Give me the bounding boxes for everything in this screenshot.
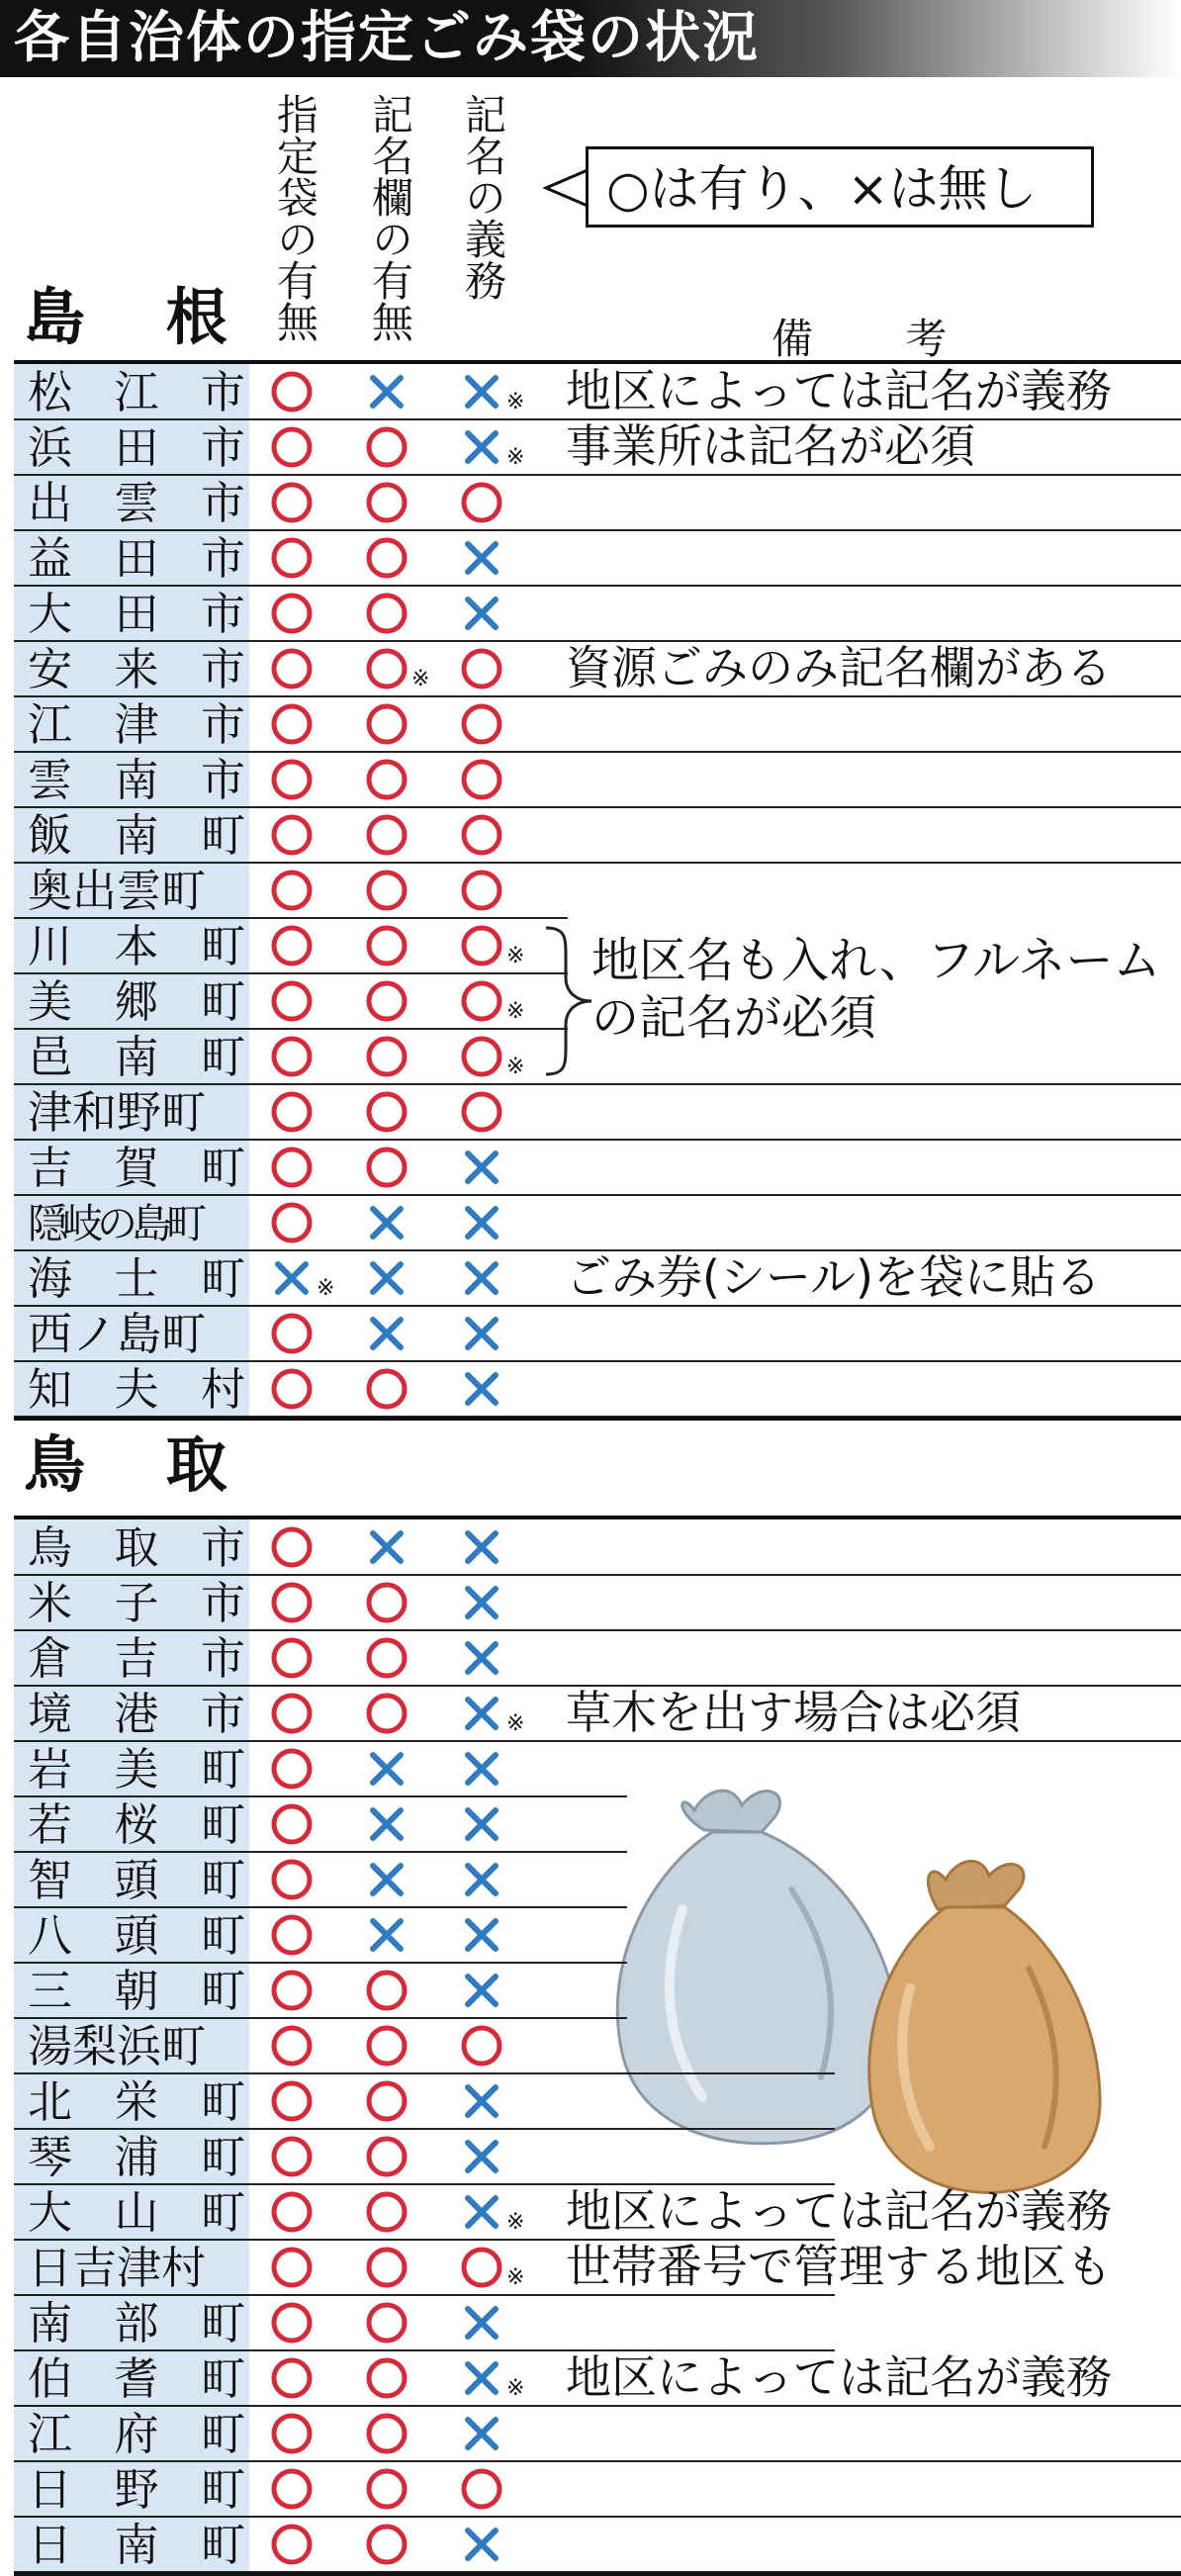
red-circle-icon: [267, 2243, 317, 2292]
red-circle-icon: [267, 921, 317, 970]
red-circle-icon: [362, 478, 411, 527]
blue-cross-icon: [362, 1910, 411, 1960]
blue-cross-icon: [457, 2520, 506, 2569]
table-row: [14, 2350, 1181, 2406]
blue-cross-icon: [457, 1744, 506, 1794]
note-marker: ※: [506, 999, 525, 1024]
red-circle-icon: [457, 644, 506, 693]
column-header-name-duty: 記名の義務: [459, 93, 507, 301]
note-marker: ※: [506, 445, 525, 470]
blue-cross-icon: [457, 2409, 506, 2458]
municipality-name: 出 雲 市: [28, 477, 245, 529]
municipality-name: 津和野町: [28, 1086, 207, 1139]
table-row: [14, 1575, 1181, 1630]
blue-cross-icon: [457, 533, 506, 583]
section-heading: 鳥 取: [24, 1428, 257, 1501]
red-circle-icon: [362, 2464, 411, 2514]
red-circle-icon: [362, 1032, 411, 1081]
blue-cross-icon: [457, 1689, 506, 1738]
red-circle-icon: [457, 976, 506, 1026]
red-circle-icon: [362, 1633, 411, 1683]
red-circle-icon: [457, 2243, 506, 2292]
notes-column-header: 備 考: [772, 315, 987, 363]
red-circle-icon: [267, 1966, 317, 2015]
table-row: [14, 1361, 1181, 1417]
red-circle-icon: [267, 589, 317, 638]
red-circle-icon: [362, 1364, 411, 1414]
red-circle-icon: [362, 2298, 411, 2347]
red-circle-icon: [457, 1087, 506, 1137]
table-row: [14, 1140, 1181, 1195]
table-row: [14, 2461, 1181, 2517]
blue-cross-icon: [362, 1198, 411, 1247]
municipality-name: 浜 田 市: [28, 421, 245, 474]
table-row: [14, 419, 1181, 475]
blue-cross-icon: [457, 2298, 506, 2347]
red-circle-icon: [362, 2187, 411, 2237]
red-circle-icon: [362, 921, 411, 970]
municipality-name: 八 頭 町: [28, 1909, 245, 1962]
red-circle-icon: [362, 976, 411, 1026]
blue-cross-icon: [362, 1799, 411, 1849]
red-circle-icon: [267, 367, 317, 416]
blue-cross-icon: [457, 589, 506, 638]
blue-cross-icon: [457, 2076, 506, 2126]
table-row: [14, 807, 1181, 863]
municipality-name: 隠岐の島町: [28, 1200, 201, 1247]
blue-cross-icon: [457, 1143, 506, 1192]
red-circle-icon: [362, 699, 411, 749]
red-circle-icon: [267, 1633, 317, 1683]
municipality-name: 米 子 市: [28, 1577, 245, 1629]
municipality-name: 大 田 市: [28, 588, 245, 640]
blue-cross-icon: [457, 2132, 506, 2181]
table-row: [14, 2406, 1181, 2461]
blue-cross-icon: [457, 1309, 506, 1358]
blue-cross-icon: [457, 2187, 506, 2237]
municipality-name: 琴 浦 町: [28, 2131, 245, 2183]
blue-cross-icon: [457, 1966, 506, 2015]
chart-title: 各自治体の指定ごみ袋の状況: [14, 6, 760, 70]
table-row: [14, 2184, 1181, 2240]
red-circle-icon: [457, 921, 506, 970]
blue-cross-icon: [457, 1855, 506, 1904]
municipality-name: 境 港 市: [28, 1688, 245, 1740]
red-circle-icon: [362, 589, 411, 638]
table-row: [14, 2073, 1181, 2129]
red-circle-icon: [267, 2132, 317, 2181]
table-row: [14, 1630, 1181, 1686]
legend: [586, 146, 1094, 228]
blue-cross-icon: [362, 1522, 411, 1572]
remark-text: 地区によっては記名が義務: [566, 2184, 1112, 2238]
table-row: [14, 1686, 1181, 1741]
title-bar: [0, 0, 1181, 77]
red-circle-icon: [267, 1744, 317, 1794]
table-row: [14, 1519, 1181, 1575]
group-remark-text: 地区名も入れ、フルネーム: [591, 933, 1161, 988]
table-row: [14, 1796, 1181, 1852]
table-row: [14, 2129, 1181, 2184]
municipality-name: 日吉津村: [28, 2242, 207, 2294]
note-marker: ※: [506, 2265, 525, 2290]
municipality-name: 吉 賀 町: [28, 1142, 245, 1194]
blue-cross-icon: [457, 1578, 506, 1627]
note-marker: ※: [317, 1276, 335, 1301]
note-marker: ※: [506, 2210, 525, 2235]
table-row: [14, 696, 1181, 752]
red-circle-icon: [267, 2298, 317, 2347]
note-marker: ※: [506, 2376, 525, 2401]
legend-text: ○は有り、×は無し: [606, 160, 1038, 218]
note-marker: ※: [506, 1055, 525, 1079]
blue-cross-icon: [457, 367, 506, 416]
municipality-name: 南 部 町: [28, 2297, 245, 2349]
municipality-name: 江 府 町: [28, 2408, 245, 2460]
table-row: [14, 1306, 1181, 1361]
blue-cross-icon: [362, 1744, 411, 1794]
red-circle-icon: [362, 2520, 411, 2569]
red-circle-icon: [457, 2464, 506, 2514]
red-circle-icon: [457, 755, 506, 804]
blue-cross-icon: [457, 422, 506, 472]
municipality-name: 三 朝 町: [28, 1965, 245, 2017]
municipality-name: 鳥 取 市: [28, 1521, 245, 1574]
note-marker: ※: [411, 667, 430, 691]
municipality-name: 海 士 町: [28, 1252, 245, 1305]
municipality-name: 知 夫 村: [28, 1363, 245, 1416]
blue-cross-icon: [362, 367, 411, 416]
red-circle-icon: [267, 2187, 317, 2237]
column-header-name-field: 記名欄の有無: [366, 93, 414, 342]
red-circle-icon: [267, 1364, 317, 1414]
municipality-name: 美 郷 町: [28, 975, 245, 1028]
remark-text: 事業所は記名が必須: [566, 419, 975, 473]
municipality-name: 西ノ島町: [28, 1308, 207, 1360]
municipality-name: 智 頭 町: [28, 1854, 245, 1906]
red-circle-icon: [267, 533, 317, 583]
column-header-bag: 指定袋の有無: [271, 93, 319, 342]
section-bottom-rule: [14, 1417, 1181, 1421]
group-remark-text: の記名が必須: [591, 990, 877, 1046]
red-circle-icon: [267, 976, 317, 1026]
section-heading: 島 根: [24, 281, 257, 353]
red-circle-icon: [267, 1799, 317, 1849]
red-circle-icon: [457, 810, 506, 860]
remark-text: 地区によっては記名が義務: [566, 364, 1112, 417]
municipality-name: 奥出雲町: [28, 865, 207, 917]
municipality-name: 川 本 町: [28, 920, 245, 972]
red-circle-icon: [267, 2353, 317, 2403]
red-circle-icon: [457, 699, 506, 749]
red-circle-icon: [457, 1032, 506, 1081]
municipality-name: 若 桜 町: [28, 1798, 245, 1851]
red-circle-icon: [362, 1143, 411, 1192]
municipality-name: 雲 南 市: [28, 754, 245, 806]
red-circle-icon: [267, 1855, 317, 1904]
note-marker: ※: [506, 1711, 525, 1736]
red-circle-icon: [267, 644, 317, 693]
red-circle-icon: [267, 2409, 317, 2458]
table-row: [14, 752, 1181, 807]
blue-cross-icon: [457, 1253, 506, 1303]
remark-text: 世帯番号で管理する地区も: [566, 2240, 1112, 2293]
remark-text: ごみ券(シール)を袋に貼る: [566, 1250, 1101, 1304]
red-circle-icon: [362, 644, 411, 693]
municipality-name: 邑 南 町: [28, 1031, 245, 1083]
red-circle-icon: [267, 422, 317, 472]
note-marker: ※: [506, 944, 525, 968]
municipality-name: 北 栄 町: [28, 2075, 245, 2128]
red-circle-icon: [267, 2520, 317, 2569]
blue-cross-icon: [362, 1855, 411, 1904]
remark-text: 資源ごみのみ記名欄がある: [566, 641, 1112, 694]
table-row: [14, 475, 1181, 530]
table-row: [14, 586, 1181, 641]
remark-text: 草木を出す場合は必須: [566, 1686, 1021, 1739]
red-circle-icon: [267, 2464, 317, 2514]
municipality-name: 松 江 市: [28, 366, 245, 418]
blue-cross-icon: [267, 1253, 317, 1303]
red-circle-icon: [362, 1087, 411, 1137]
table-row: [14, 2295, 1181, 2350]
red-circle-icon: [267, 1032, 317, 1081]
blue-cross-icon: [457, 1910, 506, 1960]
table-row: [14, 1084, 1181, 1140]
municipality-name: 江 津 市: [28, 698, 245, 751]
blue-cross-icon: [457, 1364, 506, 1414]
red-circle-icon: [362, 2353, 411, 2403]
blue-cross-icon: [457, 1522, 506, 1572]
section-bottom-rule: [14, 2572, 1181, 2576]
municipality-name: 安 来 市: [28, 643, 245, 695]
red-circle-icon: [267, 1578, 317, 1627]
red-circle-icon: [267, 1910, 317, 1960]
red-circle-icon: [457, 2021, 506, 2070]
municipality-name: 湯梨浜町: [28, 2020, 207, 2072]
blue-cross-icon: [457, 1633, 506, 1683]
table-row: [14, 1741, 1181, 1796]
red-circle-icon: [362, 1689, 411, 1738]
municipality-name: 飯 南 町: [28, 809, 245, 862]
red-circle-icon: [362, 422, 411, 472]
red-circle-icon: [362, 533, 411, 583]
municipality-name: 大 山 町: [28, 2186, 245, 2239]
municipality-name: 倉 吉 市: [28, 1632, 245, 1685]
table-row: [14, 1852, 1181, 1907]
table-row: [14, 1195, 1181, 1250]
legend-pointer: [542, 168, 590, 208]
red-circle-icon: [362, 810, 411, 860]
table-row: [14, 364, 1181, 419]
red-circle-icon: [362, 1966, 411, 2015]
red-circle-icon: [362, 2132, 411, 2181]
red-circle-icon: [267, 1198, 317, 1247]
table-row: [14, 1963, 1181, 2018]
red-circle-icon: [267, 866, 317, 915]
red-circle-icon: [267, 699, 317, 749]
table-row: [14, 2517, 1181, 2572]
blue-cross-icon: [457, 1198, 506, 1247]
red-circle-icon: [267, 1309, 317, 1358]
red-circle-icon: [457, 866, 506, 915]
note-marker: ※: [506, 390, 525, 414]
table-row: [14, 1250, 1181, 1306]
blue-cross-icon: [362, 1253, 411, 1303]
red-circle-icon: [267, 1143, 317, 1192]
table-row: [14, 863, 1181, 918]
blue-cross-icon: [457, 2353, 506, 2403]
red-circle-icon: [362, 755, 411, 804]
municipality-name: 益 田 市: [28, 532, 245, 585]
table-row: [14, 530, 1181, 586]
table-row: [14, 2240, 1181, 2295]
red-circle-icon: [457, 478, 506, 527]
municipality-name: 岩 美 町: [28, 1743, 245, 1795]
municipality-name: 日 野 町: [28, 2463, 245, 2516]
table-row: [14, 1907, 1181, 1963]
red-circle-icon: [267, 478, 317, 527]
red-circle-icon: [267, 810, 317, 860]
municipality-name: 伯 耆 町: [28, 2352, 245, 2405]
red-circle-icon: [362, 866, 411, 915]
table-row: [14, 2018, 1181, 2073]
municipality-name: 日 南 町: [28, 2519, 245, 2571]
remark-text: 地区によっては記名が義務: [566, 2350, 1112, 2404]
blue-cross-icon: [457, 1799, 506, 1849]
red-circle-icon: [362, 2243, 411, 2292]
red-circle-icon: [267, 1689, 317, 1738]
red-circle-icon: [267, 755, 317, 804]
red-circle-icon: [362, 2076, 411, 2126]
table-row: [14, 641, 1181, 696]
red-circle-icon: [267, 1087, 317, 1137]
red-circle-icon: [267, 2076, 317, 2126]
red-circle-icon: [362, 2409, 411, 2458]
red-circle-icon: [267, 1522, 317, 1572]
red-circle-icon: [267, 2021, 317, 2070]
blue-cross-icon: [362, 1309, 411, 1358]
red-circle-icon: [362, 2021, 411, 2070]
red-circle-icon: [362, 1578, 411, 1627]
